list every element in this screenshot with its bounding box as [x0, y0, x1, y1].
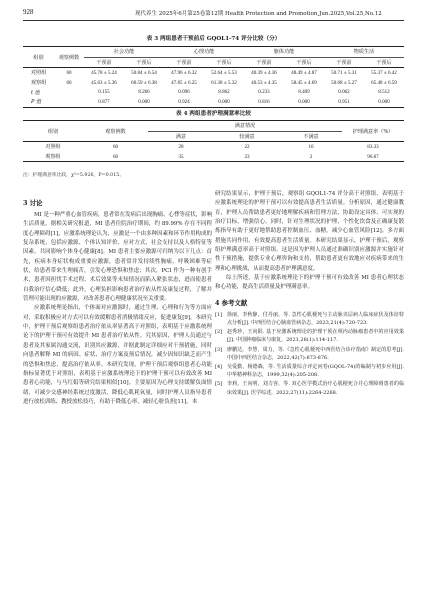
table4-caption: 表 4 两组患者护理满意率比较	[176, 111, 251, 117]
row-count: 60	[112, 143, 119, 150]
reference-text: 吴爱勤，杨德森，等. 生活质量综合评定问卷(GQOL-74)的编制与初步应用[J]. 中华精神科杂志，1999,32(4):205-208.	[227, 364, 404, 379]
reference-text: 李莉，王向明，刘力容，等. 双心医学模式治疗心肌梗死合并心理障碍患者的临床效果[J]. 医学综述，2022,27(11):2264-2268.	[227, 381, 404, 396]
reference-item	[215, 363, 404, 379]
table-cell: 8.862	[218, 89, 230, 96]
table4-count-header: 观察例数	[83, 121, 148, 142]
table-cell: 65.48 ± 6.59	[371, 79, 397, 86]
left-column	[23, 196, 212, 407]
table-cell: 35	[148, 152, 214, 162]
table-cell: 2	[280, 152, 342, 162]
table4-header-row	[23, 121, 404, 132]
table4-level-header: 满意	[148, 131, 214, 142]
reference-number: [4]	[215, 364, 223, 370]
table-cell: 55.37 ± 6.42	[371, 69, 397, 76]
section-title: 3 讨论	[23, 199, 43, 207]
journal-citation: 现代养生 2025年6月第25卷第12期 Health Protection and Promotion,Jun.2025,Vol.25,No.12	[135, 11, 382, 17]
table3-caption: 表 3 两组患者干预前后 GQOL1-74 评分比较（分）	[146, 36, 281, 42]
table-cell: 61.38 ± 5.32	[211, 79, 237, 86]
table3-post-header: 干预后	[364, 57, 404, 68]
table-cell: 40.39 ± 4.36	[251, 69, 277, 76]
table3-group-header: 组别	[23, 47, 54, 68]
reference-number: [2]	[215, 329, 223, 336]
table-cell: 50.68 ± 5.27	[331, 79, 357, 86]
header-rule	[23, 20, 404, 21]
row-label: P 值	[23, 97, 54, 107]
table-row	[23, 97, 404, 107]
table-cell: 58.45 ± 4.69	[291, 79, 317, 86]
table-cell: 50.71 ± 5.31	[331, 69, 357, 76]
table-cell: 8.512	[378, 89, 390, 96]
table-cell: 0.233	[258, 89, 270, 96]
table3-pre-header: 干预前	[244, 57, 284, 68]
table4-satisfaction-header: 满意情况	[148, 121, 342, 132]
table-row	[23, 152, 404, 162]
table3-pre-header: 干预前	[324, 57, 364, 68]
table3-dim-header: 躯体功能	[244, 47, 324, 58]
table-row	[23, 142, 404, 152]
table-cell: 40.53 ± 4.35	[251, 79, 277, 86]
table3-post-header: 干预后	[284, 57, 324, 68]
table-cell: 50.84 ± 6.54	[131, 69, 157, 76]
table4	[23, 120, 404, 162]
table-cell: 48.49 ± 4.87	[291, 69, 317, 76]
table3-dim-header: 社会功能	[84, 47, 164, 58]
table-cell: 0.951	[324, 97, 364, 107]
row-label: 观察组	[23, 152, 83, 162]
table-row	[23, 78, 404, 88]
table4-group-header: 组别	[23, 121, 83, 142]
table3-header-row	[23, 47, 404, 58]
table-cell: 0.816	[244, 97, 284, 107]
row-label: t 值	[31, 89, 40, 96]
reference-item	[215, 380, 404, 396]
body-paragraph: 综上所述，基于应激系统理论下的护理干预可有效改善 MI 患者心理状态和心功能，提高生活质量及护理满意率。	[215, 275, 404, 291]
row-label: 对照组	[31, 70, 47, 77]
table3-dim-header: 心理功能	[164, 47, 244, 58]
table-cell: 0.062	[338, 89, 350, 96]
row-label: 对照组	[45, 144, 61, 151]
row-count: 60	[83, 152, 148, 162]
table3-pre-header: 干预前	[84, 57, 124, 68]
table-cell: 0.877	[84, 97, 124, 107]
reference-text: 廖鹏达，李慧，周力，等.《急性心肌梗死中西医结合诊疗指南》制定的思考[J]. 中国中西医结合杂志，2022,42(7):873-876.	[227, 346, 404, 361]
table-cell: 45.63 ± 5.36	[91, 79, 117, 86]
table3-count-header: 观察例数	[54, 47, 84, 68]
table-row	[23, 87, 404, 97]
table-cell: 47.96 ± 6.32	[171, 69, 197, 76]
table-cell: 0.924	[164, 97, 204, 107]
table3	[23, 46, 404, 108]
table-cell: 0.000	[204, 97, 244, 107]
table4-note: 注：护理满意率比较，χ²=5.926，P=0.015。	[23, 173, 125, 178]
table-cell: 83.33	[367, 143, 379, 150]
right-column	[215, 190, 404, 398]
table-cell: 28	[178, 143, 184, 150]
reference-number: [3]	[215, 346, 223, 353]
table3-post-header: 干预后	[204, 57, 244, 68]
reference-number: [5]	[215, 381, 223, 388]
table4-level-header: 不满意	[280, 131, 342, 142]
table-cell: 0.000	[284, 97, 324, 107]
table-cell: 60.59 ± 6.38	[131, 79, 157, 86]
table4-rate-header: 护理满意率（%）	[342, 121, 404, 142]
reference-text: 徐丽，李秋静，付丹丽，等. 急性心肌梗死与主动脉夹层病人临床症状及体征特点分析[J]. 中西医结合心脑血管病杂志，2023,21(4):720-723.	[227, 311, 404, 326]
reference-number: [1]	[215, 311, 223, 318]
table-cell: 8.409	[298, 89, 310, 96]
table3-dim-header: 物质生活	[324, 47, 404, 58]
row-label: 观察组	[31, 80, 47, 87]
reference-list	[215, 311, 404, 397]
reference-item	[215, 328, 404, 344]
references-title: 4 参考文献	[215, 298, 248, 307]
reference-item	[215, 346, 404, 362]
body-paragraph: 应激系统理论指出，个体面对应激源时，通过生理、心理和行为等方面应对，采取积极应对方式可以有效缓解患者消极情绪反应，促进康复[9]。本研究中，护理干预后观察组患者治疗依从率显著高于对照组，表明基于应激系统理论下的护理干预可有效提升 MI 患者治疗依从性。究其原因，护理人员通过与患者及其家属沟通交流，识别其应激源，并据此制定详细应对干预措施，同时向患者解释 MI 的病因、症状、治疗方案及预后情况，减少因知识缺乏而产生的恐惧和焦虑，提高治疗依从率。本研究发现，护理干预后观察组患者心功能指标显著优于对照组，表明基于应激系统理论下的护理干预可以有效改善 MI 患者心功能，与马红娟等研究结果相似[10]。主要原因为心理支持缓解负面情绪，可减少交感神经系统过度激活，降低心肌耗氧量，同时护理人员指导患者进行放松训练、教授放松技巧，有助于降低心率，减轻心脏负担[11]。本	[23, 305, 212, 405]
body-paragraph: MI 是一种严重心血管疾病，患者常在发病后出现胸痛、心悸等症状，影响生活质量。据相关研究报道，MI 患者住院治疗期间，约 89.99% 存在不同程度心理障碍[1]，应激系统理论认为，应激是一个由多种因素和环节作用构成的复杂系统，包括应激源、个体认知评价、应对方式、社会支持以及人格特征等因素，共同影响个体身心健康[8]。MI 患者主要应激源可归纳为以下几点：首先，疾病本身症状构成重要应激源，患者常并发持续性胸痛、呼吸困难等症状，给患者带来生理痛苦，引发心理恐惧和焦虑；其次，PCI 作为一种有创手术，患者因担忧手术过程、术后效果等未知情况而陷入紧张状态，进而使患者自我治疗信心降低；此外，心理负担影响患者治疗依从性及康复过程，了解并管理可能出现的应激源，对改善患者心理健康状况至关重要。	[23, 212, 213, 303]
table3-post-header: 干预后	[124, 57, 164, 68]
table-cell: 0.000	[124, 97, 164, 107]
table-cell: 96.67	[342, 152, 404, 162]
table-cell: 47.85 ± 6.25	[171, 79, 197, 86]
body-paragraph: 研究结果显示，护理干预后，观察组 GQOL1-74 评分高于对照组，表明基于应激系统理论的护理干预可以有效提高患者生活质量。分析原因，通过健康教育，护理人员帮助患者更好地理解疾病和管理方法，协助设定具体、可实现的治疗目标，增强信心。同时，针对生理状况的护理、个性化饮食及正确康复锻炼指导有助于更好地帮助患者控制血压、血糖，减少心血管风险[12]。多方面措施共同作用，有效提高患者生活质量。本研究结果显示，护理干预后，观察组护理满意率高于对照组。这是因为护理人员通过准确识别应激源并实施针对性干预措施，提供专业心理咨询和支持，帮助患者更有效地应对疾病带来的生理和心理挑战，从而提高患者护理满意度。	[215, 191, 404, 272]
row-count	[54, 87, 84, 97]
table-cell: 23	[214, 152, 280, 162]
row-count	[54, 97, 84, 107]
table4-level-header: 较满意	[214, 131, 280, 142]
page-number: 928	[23, 8, 34, 16]
table-row	[23, 68, 404, 78]
table-cell: 22	[244, 143, 250, 150]
table-cell: 0.155	[98, 89, 110, 96]
row-count: 60	[66, 79, 72, 86]
table-cell: 52.64 ± 5.53	[211, 69, 237, 76]
table-cell: 8.266	[138, 89, 150, 96]
table-cell: 0.000	[364, 97, 404, 107]
table3-pre-header: 干预前	[164, 57, 204, 68]
table-cell: 10	[308, 143, 314, 150]
reference-text: 赵秀珍，王向阳. 基于应激系统理论的护理干预在颅内动脉瘤患者中的应用效果[J]. 中国肿瘤临床与康复，2021,28(1):114-117.	[227, 329, 404, 344]
running-header	[23, 8, 404, 20]
row-count: 60	[66, 69, 72, 76]
reference-item	[215, 311, 404, 327]
table-cell: 45.78 ± 5.24	[91, 69, 117, 76]
table-cell: 0.096	[178, 89, 190, 96]
